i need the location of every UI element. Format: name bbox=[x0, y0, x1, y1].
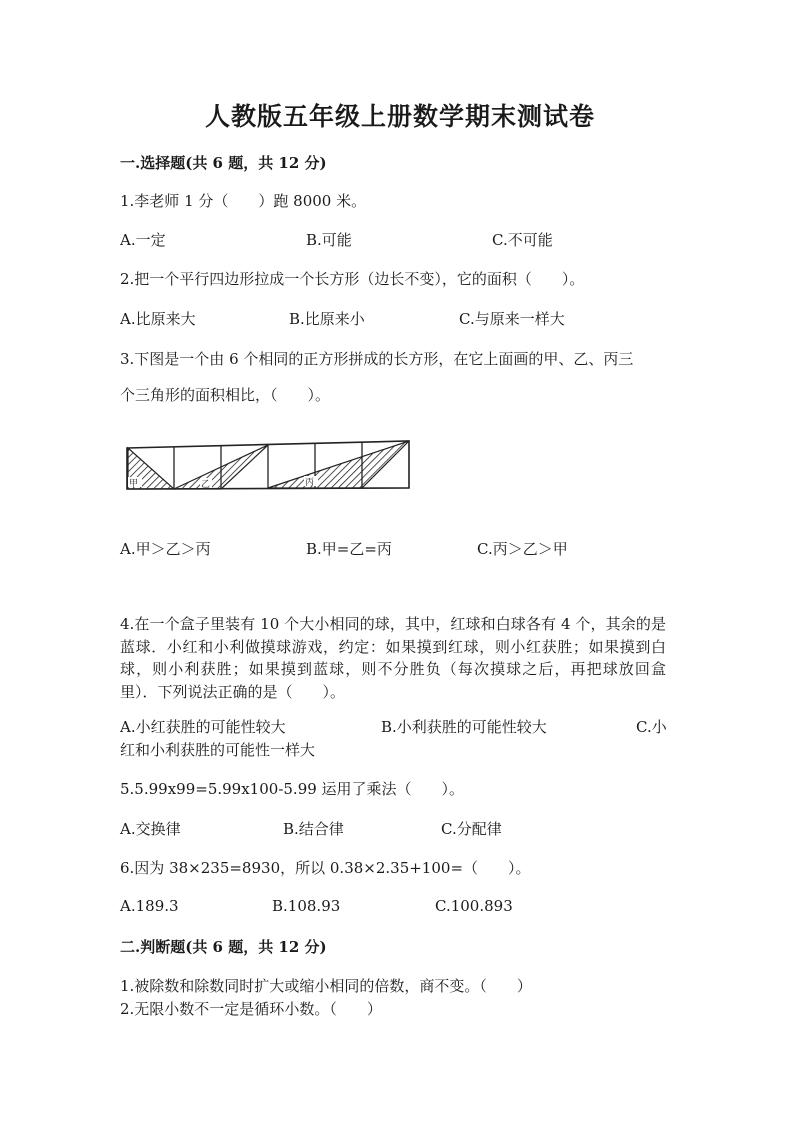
question-3-option-a: A.甲＞乙＞丙 bbox=[120, 540, 211, 558]
question-6-option-c: C.100.893 bbox=[435, 897, 513, 915]
question-3-stem-line2: 个三角形的面积相比，（ ）。 bbox=[120, 386, 331, 404]
section-heading-choice: 一.选择题(共 6 题，共 12 分) bbox=[120, 154, 327, 172]
question-1-stem: 1.李老师 1 分（ ）跑 8000 米。 bbox=[120, 192, 367, 210]
question-4-option-a: A.小红获胜的可能性较大 bbox=[120, 718, 286, 736]
question-4-option-c-start: C.小 bbox=[636, 718, 667, 736]
question-1-option-b: B.可能 bbox=[306, 231, 352, 249]
question-5-option-c: C.分配律 bbox=[441, 820, 502, 838]
triangle-bing bbox=[268, 441, 409, 488]
question-3-stem-line1: 3.下图是一个由 6 个相同的正方形拼成的长方形，在它上面画的甲、乙、丙三 bbox=[120, 350, 634, 368]
question-2-option-c: C.与原来一样大 bbox=[459, 310, 565, 328]
question-5-option-b: B.结合律 bbox=[283, 820, 344, 838]
figure-label-jia: 甲 bbox=[129, 479, 139, 489]
question-4-option-c-cont: 红和小利获胜的可能性一样大 bbox=[120, 741, 316, 759]
judgement-question-1: 1.被除数和除数同时扩大或缩小相同的倍数，商不变。（ ） bbox=[120, 977, 532, 995]
question-5-option-a: A.交换律 bbox=[120, 820, 181, 838]
judgement-question-2: 2.无限小数不一定是循环小数。（ ） bbox=[120, 1000, 382, 1018]
question-2-option-b: B.比原来小 bbox=[289, 310, 365, 328]
question-3-option-c: C.丙＞乙＞甲 bbox=[477, 540, 568, 558]
question-4-stem: 4.在一个盒子里装有 10 个大小相同的球，其中，红球和白球各有 4 个，其余的是蓝球．小红和小利做摸球游戏，约定：如果摸到红球，则小红获胜；如果摸到白球，则小利获胜；如果摸到蓝球，则不分胜负（每次摸球之后，再把球放回盒里）．下列说法正确的是（ ）。 bbox=[120, 615, 666, 701]
figure-label-bing: 丙 bbox=[305, 478, 315, 488]
question-3-figure bbox=[126, 438, 410, 490]
question-3-option-b: B.甲=乙=丙 bbox=[306, 540, 392, 558]
question-1-option-a: A.一定 bbox=[120, 231, 166, 249]
question-2-stem: 2.把一个平行四边形拉成一个长方形（边长不变），它的面积（ ）。 bbox=[120, 270, 585, 288]
question-6-stem: 6.因为 38×235=8930，所以 0.38×2.35+100=（ ）。 bbox=[120, 859, 531, 877]
question-4-option-b: B.小利获胜的可能性较大 bbox=[381, 718, 547, 736]
page-title: 人教版五年级上册数学期末测试卷 bbox=[204, 102, 595, 131]
section-heading-judgement: 二.判断题(共 6 题，共 12 分) bbox=[120, 938, 327, 956]
question-1-option-c: C.不可能 bbox=[492, 231, 553, 249]
question-6-option-b: B.108.93 bbox=[272, 897, 341, 915]
question-5-stem: 5.5.99x99=5.99x100-5.99 运用了乘法（ ）。 bbox=[120, 780, 465, 798]
question-2-option-a: A.比原来大 bbox=[120, 310, 196, 328]
figure-label-yi: 乙 bbox=[201, 480, 211, 490]
question-6-option-a: A.189.3 bbox=[120, 897, 179, 915]
